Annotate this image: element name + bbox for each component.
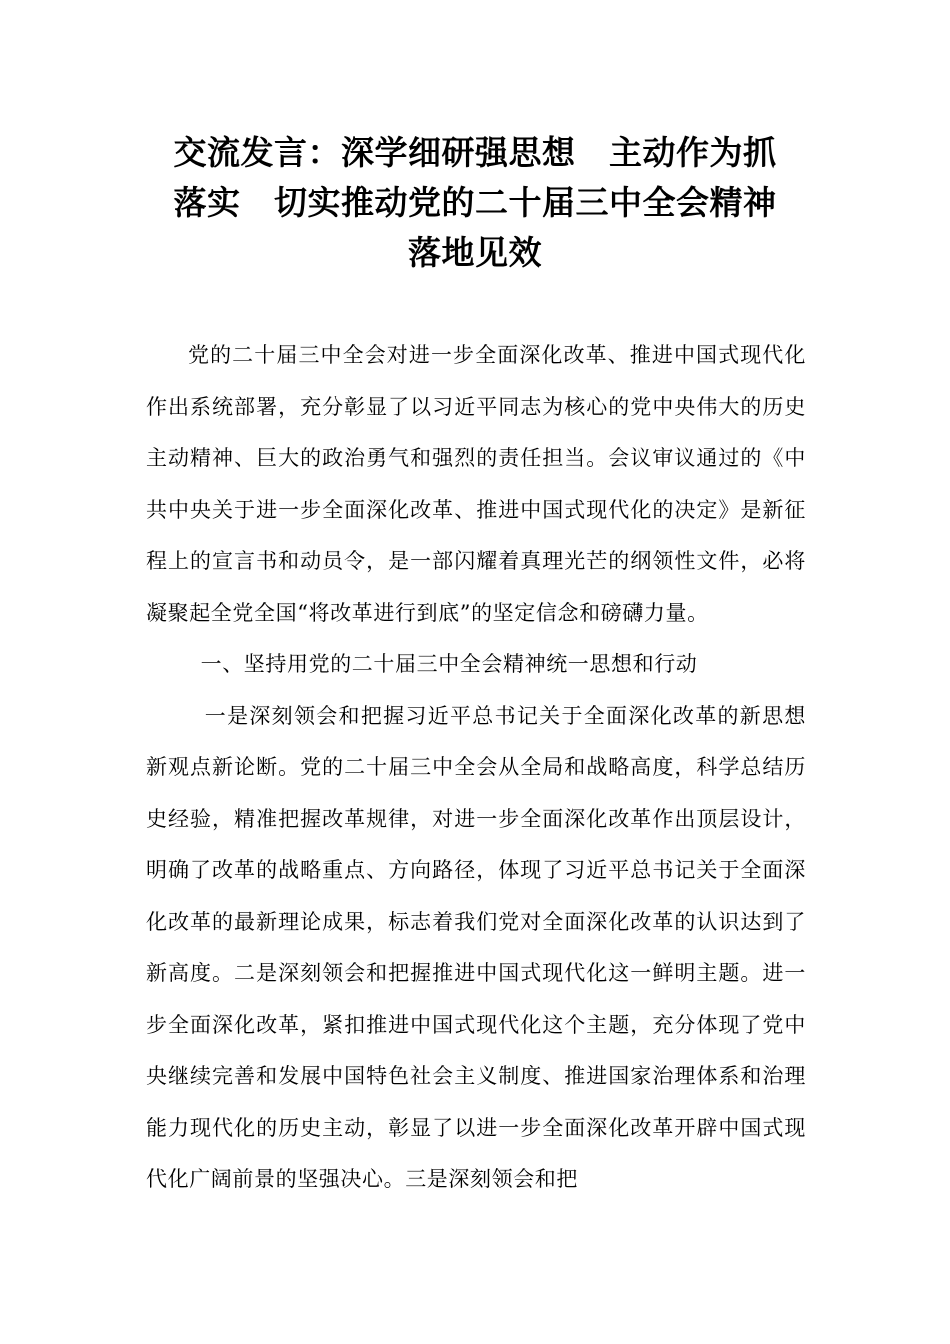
section-heading-1: 一、坚持用党的二十届三中全会精神统一思想和行动 [200, 652, 698, 676]
document-title [140, 128, 810, 278]
document-body [146, 330, 806, 1206]
intro-paragraph: 党的二十届三中全会对进一步全面深化改革、推进中国式现代化作出系统部署，充分彰显了以习近平同志为核心的党中央伟大的历史主动精神、巨大的政治勇气和强烈的责任担当。会议审议通过的《中共中央关于进一步全面深化改革、推进中国式现代化的决定》是新征程上的宣言书和动员令，是一部闪耀着真理光芒的纲领性文件，必将凝聚起全党全国“将改革进行到底”的坚定信念和磅礴力量。 [146, 343, 806, 625]
title-line-1: 交流发言：深学细研强思想 主动作为抓 [173, 133, 777, 172]
section-1-paragraph: 一是深刻领会和把握习近平总书记关于全面深化改革的新思想新观点新论断。党的二十届三中全会从全局和战略高度，科学总结历史经验，精准把握改革规律，对进一步全面深化改革作出顶层设计，明确了改革的战略重点、方向路径，体现了习近平总书记关于全面深化改革的最新理论成果，标志着我们党对全面深化改革的认识达到了新高度。二是深刻领会和把握推进中国式现代化这一鲜明主题。进一步全面深化改革，紧扣推进中国式现代化这个主题，充分体现了党中央继续完善和发展中国特色社会主义制度、推进国家治理体系和治理能力现代化的历史主动，彰显了以进一步全面深化改革开辟中国式现代化广阔前景的坚强决心。三是深刻领会和把 [146, 703, 806, 1191]
title-line-3: 落地见效 [408, 233, 542, 272]
title-line-2: 落实 切实推动党的二十届三中全会精神 [173, 183, 777, 222]
